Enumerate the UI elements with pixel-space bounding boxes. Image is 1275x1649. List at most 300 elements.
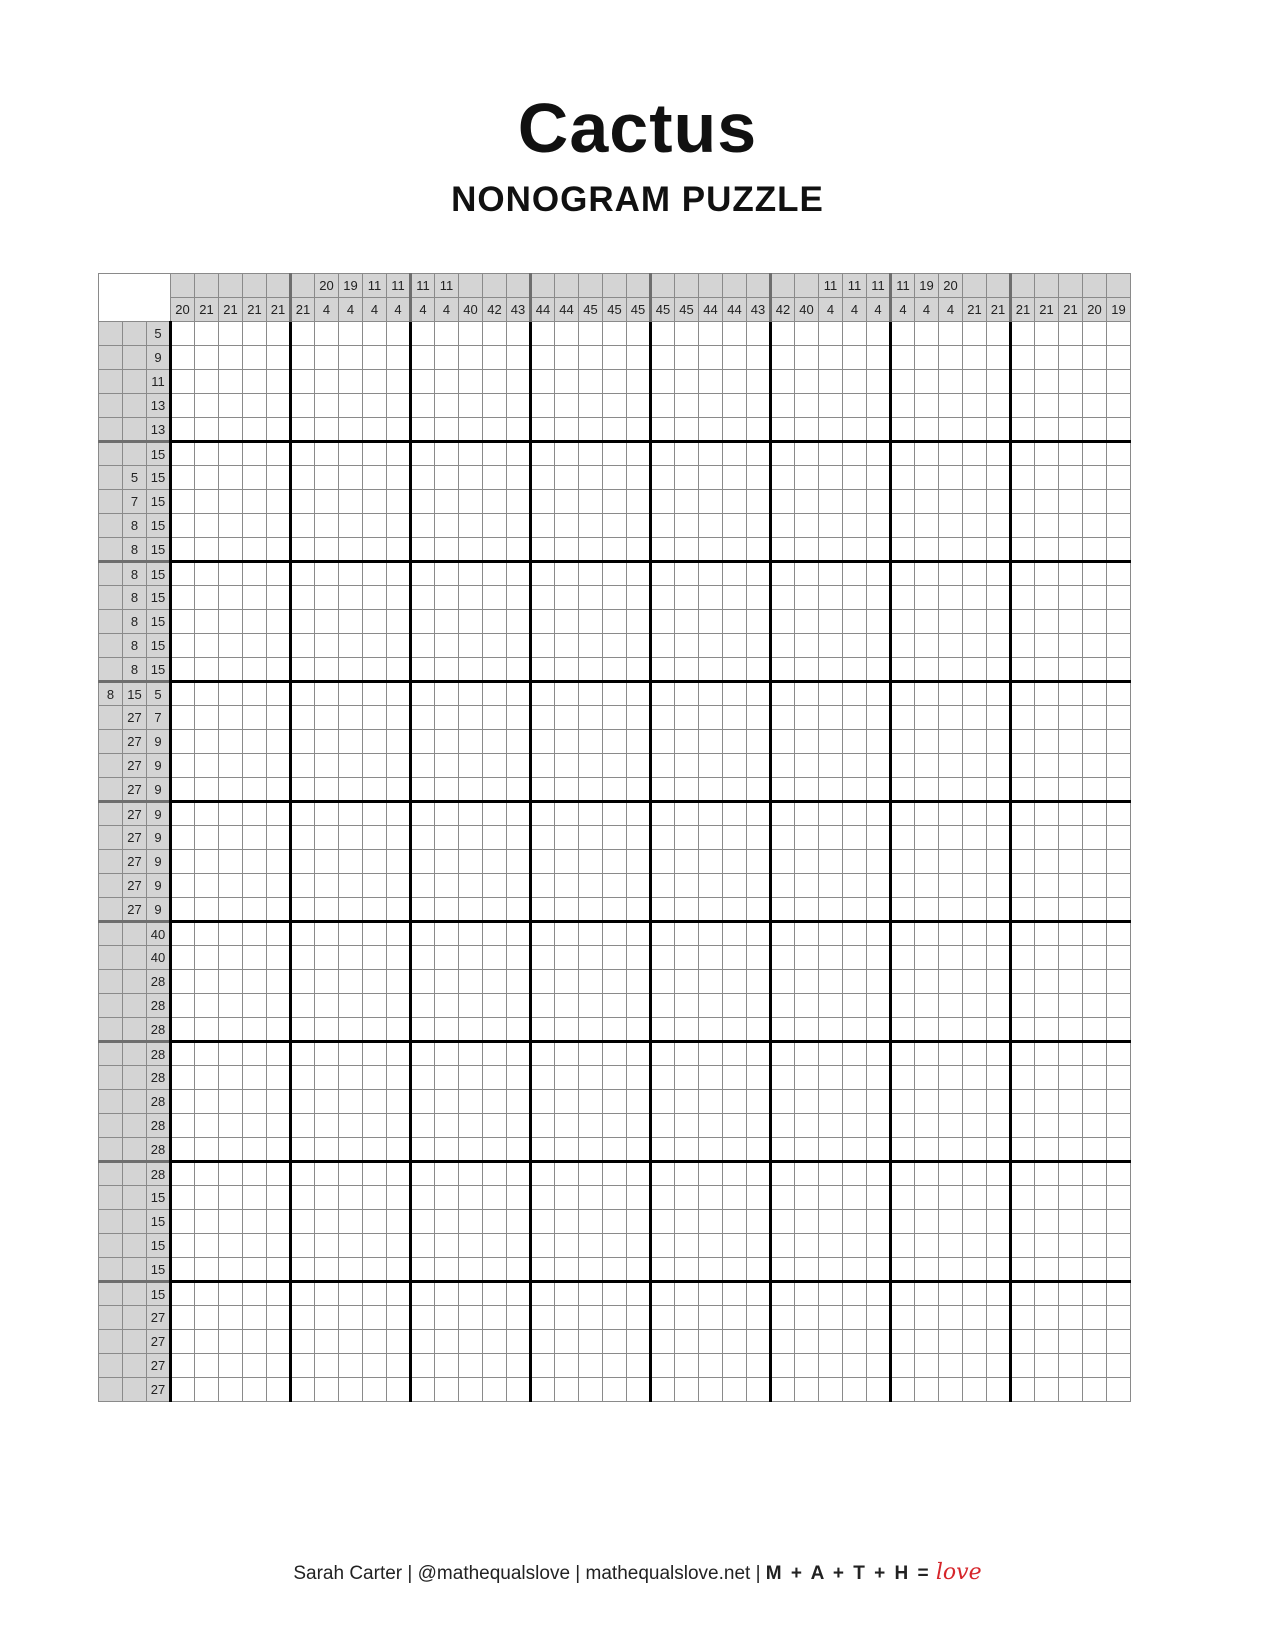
grid-cell[interactable] [387,538,411,562]
grid-cell[interactable] [675,442,699,466]
grid-cell[interactable] [267,850,291,874]
grid-cell[interactable] [435,1138,459,1162]
grid-cell[interactable] [195,802,219,826]
grid-cell[interactable] [363,1066,387,1090]
grid-cell[interactable] [387,754,411,778]
grid-cell[interactable] [339,1282,363,1306]
grid-cell[interactable] [651,1282,675,1306]
grid-cell[interactable] [459,370,483,394]
grid-cell[interactable] [963,634,987,658]
grid-cell[interactable] [243,922,267,946]
grid-cell[interactable] [651,1162,675,1186]
grid-cell[interactable] [579,1186,603,1210]
grid-cell[interactable] [675,802,699,826]
grid-cell[interactable] [747,1066,771,1090]
grid-cell[interactable] [891,874,915,898]
grid-cell[interactable] [1107,1330,1131,1354]
grid-cell[interactable] [819,514,843,538]
grid-cell[interactable] [459,826,483,850]
grid-cell[interactable] [771,850,795,874]
grid-cell[interactable] [843,1330,867,1354]
grid-cell[interactable] [339,1090,363,1114]
grid-cell[interactable] [363,1042,387,1066]
grid-cell[interactable] [915,370,939,394]
grid-cell[interactable] [219,442,243,466]
grid-cell[interactable] [699,1090,723,1114]
grid-cell[interactable] [171,538,195,562]
grid-cell[interactable] [435,1114,459,1138]
grid-cell[interactable] [387,1354,411,1378]
grid-cell[interactable] [915,658,939,682]
grid-cell[interactable] [243,1186,267,1210]
grid-cell[interactable] [195,1378,219,1402]
grid-cell[interactable] [915,730,939,754]
grid-cell[interactable] [387,802,411,826]
grid-cell[interactable] [1035,1258,1059,1282]
grid-cell[interactable] [795,1042,819,1066]
grid-cell[interactable] [867,1330,891,1354]
grid-cell[interactable] [339,898,363,922]
grid-cell[interactable] [243,898,267,922]
grid-cell[interactable] [1035,874,1059,898]
grid-cell[interactable] [315,1234,339,1258]
grid-cell[interactable] [1083,1354,1107,1378]
grid-cell[interactable] [963,970,987,994]
grid-cell[interactable] [627,610,651,634]
grid-cell[interactable] [555,1354,579,1378]
grid-cell[interactable] [267,394,291,418]
grid-cell[interactable] [891,922,915,946]
grid-cell[interactable] [243,1234,267,1258]
grid-cell[interactable] [315,1378,339,1402]
grid-cell[interactable] [291,562,315,586]
grid-cell[interactable] [747,490,771,514]
grid-cell[interactable] [219,922,243,946]
grid-cell[interactable] [291,706,315,730]
grid-cell[interactable] [243,778,267,802]
grid-cell[interactable] [867,1042,891,1066]
grid-cell[interactable] [459,1258,483,1282]
grid-cell[interactable] [987,586,1011,610]
grid-cell[interactable] [747,562,771,586]
grid-cell[interactable] [699,1138,723,1162]
grid-cell[interactable] [723,1210,747,1234]
grid-cell[interactable] [915,1258,939,1282]
grid-cell[interactable] [219,970,243,994]
grid-cell[interactable] [579,754,603,778]
grid-cell[interactable] [1107,1378,1131,1402]
grid-cell[interactable] [603,754,627,778]
grid-cell[interactable] [1035,970,1059,994]
grid-cell[interactable] [315,1354,339,1378]
grid-cell[interactable] [1083,1162,1107,1186]
grid-cell[interactable] [795,1330,819,1354]
grid-cell[interactable] [339,826,363,850]
grid-cell[interactable] [531,586,555,610]
grid-cell[interactable] [219,1306,243,1330]
grid-cell[interactable] [363,466,387,490]
grid-cell[interactable] [459,514,483,538]
grid-cell[interactable] [579,1210,603,1234]
grid-cell[interactable] [987,490,1011,514]
grid-cell[interactable] [819,1162,843,1186]
grid-cell[interactable] [315,970,339,994]
grid-cell[interactable] [1083,346,1107,370]
grid-cell[interactable] [267,370,291,394]
grid-cell[interactable] [315,394,339,418]
grid-cell[interactable] [771,394,795,418]
grid-cell[interactable] [867,1162,891,1186]
grid-cell[interactable] [339,1042,363,1066]
grid-cell[interactable] [219,1090,243,1114]
grid-cell[interactable] [219,1234,243,1258]
grid-cell[interactable] [171,826,195,850]
grid-cell[interactable] [243,442,267,466]
grid-cell[interactable] [1059,730,1083,754]
grid-cell[interactable] [699,418,723,442]
grid-cell[interactable] [651,1306,675,1330]
grid-cell[interactable] [579,826,603,850]
grid-cell[interactable] [435,1258,459,1282]
grid-cell[interactable] [483,514,507,538]
grid-cell[interactable] [171,1258,195,1282]
grid-cell[interactable] [1059,1018,1083,1042]
grid-cell[interactable] [723,754,747,778]
grid-cell[interactable] [1083,394,1107,418]
grid-cell[interactable] [603,586,627,610]
grid-cell[interactable] [771,1210,795,1234]
grid-cell[interactable] [363,1306,387,1330]
grid-cell[interactable] [579,442,603,466]
grid-cell[interactable] [867,730,891,754]
grid-cell[interactable] [771,322,795,346]
grid-cell[interactable] [699,346,723,370]
grid-cell[interactable] [171,802,195,826]
grid-cell[interactable] [987,1330,1011,1354]
grid-cell[interactable] [627,562,651,586]
grid-cell[interactable] [195,1258,219,1282]
grid-cell[interactable] [531,490,555,514]
grid-cell[interactable] [819,970,843,994]
grid-cell[interactable] [435,850,459,874]
grid-cell[interactable] [1107,706,1131,730]
grid-cell[interactable] [171,1090,195,1114]
grid-cell[interactable] [819,826,843,850]
grid-cell[interactable] [267,1066,291,1090]
grid-cell[interactable] [435,562,459,586]
grid-cell[interactable] [819,658,843,682]
grid-cell[interactable] [267,610,291,634]
grid-cell[interactable] [387,1234,411,1258]
grid-cell[interactable] [603,778,627,802]
grid-cell[interactable] [267,490,291,514]
grid-cell[interactable] [1059,682,1083,706]
grid-cell[interactable] [411,682,435,706]
grid-cell[interactable] [339,946,363,970]
grid-cell[interactable] [795,490,819,514]
grid-cell[interactable] [675,394,699,418]
grid-cell[interactable] [819,874,843,898]
grid-cell[interactable] [795,442,819,466]
grid-cell[interactable] [963,610,987,634]
grid-cell[interactable] [483,586,507,610]
grid-cell[interactable] [171,418,195,442]
grid-cell[interactable] [195,442,219,466]
grid-cell[interactable] [1107,1306,1131,1330]
grid-cell[interactable] [459,346,483,370]
grid-cell[interactable] [411,1162,435,1186]
grid-cell[interactable] [723,970,747,994]
grid-cell[interactable] [1107,466,1131,490]
grid-cell[interactable] [915,826,939,850]
grid-cell[interactable] [1035,1330,1059,1354]
grid-cell[interactable] [771,1162,795,1186]
grid-cell[interactable] [627,1138,651,1162]
grid-cell[interactable] [507,1114,531,1138]
grid-cell[interactable] [459,1162,483,1186]
grid-cell[interactable] [291,1186,315,1210]
grid-cell[interactable] [435,1066,459,1090]
grid-cell[interactable] [435,1330,459,1354]
grid-cell[interactable] [507,538,531,562]
grid-cell[interactable] [291,1258,315,1282]
grid-cell[interactable] [843,418,867,442]
grid-cell[interactable] [291,634,315,658]
grid-cell[interactable] [891,418,915,442]
grid-cell[interactable] [747,1090,771,1114]
grid-cell[interactable] [531,922,555,946]
grid-cell[interactable] [651,514,675,538]
grid-cell[interactable] [315,1210,339,1234]
grid-cell[interactable] [651,1042,675,1066]
grid-cell[interactable] [411,1066,435,1090]
grid-cell[interactable] [843,346,867,370]
grid-cell[interactable] [603,1210,627,1234]
grid-cell[interactable] [723,538,747,562]
grid-cell[interactable] [771,898,795,922]
grid-cell[interactable] [843,490,867,514]
grid-cell[interactable] [843,562,867,586]
grid-cell[interactable] [1011,658,1035,682]
grid-cell[interactable] [651,682,675,706]
grid-cell[interactable] [435,1306,459,1330]
grid-cell[interactable] [723,1042,747,1066]
grid-cell[interactable] [483,1066,507,1090]
grid-cell[interactable] [699,802,723,826]
grid-cell[interactable] [939,1306,963,1330]
grid-cell[interactable] [387,706,411,730]
grid-cell[interactable] [1035,634,1059,658]
grid-cell[interactable] [579,970,603,994]
grid-cell[interactable] [987,730,1011,754]
grid-cell[interactable] [1059,1234,1083,1258]
grid-cell[interactable] [195,1306,219,1330]
grid-cell[interactable] [531,658,555,682]
grid-cell[interactable] [675,1114,699,1138]
grid-cell[interactable] [171,1162,195,1186]
grid-cell[interactable] [315,586,339,610]
grid-cell[interactable] [675,1018,699,1042]
grid-cell[interactable] [939,634,963,658]
grid-cell[interactable] [459,802,483,826]
grid-cell[interactable] [387,1114,411,1138]
grid-cell[interactable] [891,778,915,802]
grid-cell[interactable] [1083,1282,1107,1306]
grid-cell[interactable] [291,682,315,706]
grid-cell[interactable] [675,730,699,754]
grid-cell[interactable] [579,1354,603,1378]
grid-cell[interactable] [795,1162,819,1186]
grid-cell[interactable] [435,778,459,802]
grid-cell[interactable] [483,442,507,466]
grid-cell[interactable] [819,1306,843,1330]
grid-cell[interactable] [435,466,459,490]
grid-cell[interactable] [195,562,219,586]
grid-cell[interactable] [507,1210,531,1234]
grid-cell[interactable] [603,658,627,682]
grid-cell[interactable] [627,346,651,370]
grid-cell[interactable] [171,754,195,778]
grid-cell[interactable] [483,730,507,754]
grid-cell[interactable] [939,826,963,850]
grid-cell[interactable] [411,514,435,538]
grid-cell[interactable] [1059,850,1083,874]
grid-cell[interactable] [843,1114,867,1138]
grid-cell[interactable] [603,1282,627,1306]
grid-cell[interactable] [1107,562,1131,586]
grid-cell[interactable] [1059,346,1083,370]
grid-cell[interactable] [891,730,915,754]
grid-cell[interactable] [459,538,483,562]
grid-cell[interactable] [579,850,603,874]
grid-cell[interactable] [1083,706,1107,730]
grid-cell[interactable] [171,658,195,682]
grid-cell[interactable] [987,658,1011,682]
grid-cell[interactable] [843,922,867,946]
grid-cell[interactable] [339,322,363,346]
grid-cell[interactable] [243,994,267,1018]
grid-cell[interactable] [747,778,771,802]
grid-cell[interactable] [411,610,435,634]
grid-cell[interactable] [987,1042,1011,1066]
grid-cell[interactable] [171,1282,195,1306]
grid-cell[interactable] [363,1258,387,1282]
grid-cell[interactable] [579,586,603,610]
grid-cell[interactable] [315,538,339,562]
grid-cell[interactable] [579,1138,603,1162]
grid-cell[interactable] [651,1018,675,1042]
grid-cell[interactable] [747,994,771,1018]
grid-cell[interactable] [315,610,339,634]
grid-cell[interactable] [459,442,483,466]
grid-cell[interactable] [435,658,459,682]
grid-cell[interactable] [939,1042,963,1066]
grid-cell[interactable] [387,418,411,442]
grid-cell[interactable] [867,922,891,946]
grid-cell[interactable] [267,538,291,562]
grid-cell[interactable] [675,418,699,442]
grid-cell[interactable] [195,682,219,706]
grid-cell[interactable] [387,562,411,586]
grid-cell[interactable] [339,970,363,994]
grid-cell[interactable] [1035,562,1059,586]
grid-cell[interactable] [531,1066,555,1090]
grid-cell[interactable] [795,946,819,970]
grid-cell[interactable] [939,418,963,442]
grid-cell[interactable] [387,634,411,658]
grid-cell[interactable] [987,1162,1011,1186]
grid-cell[interactable] [867,394,891,418]
grid-cell[interactable] [987,874,1011,898]
grid-cell[interactable] [1035,514,1059,538]
grid-cell[interactable] [963,850,987,874]
grid-cell[interactable] [291,730,315,754]
grid-cell[interactable] [1083,1018,1107,1042]
grid-cell[interactable] [987,562,1011,586]
grid-cell[interactable] [651,874,675,898]
grid-cell[interactable] [843,850,867,874]
grid-cell[interactable] [627,1282,651,1306]
grid-cell[interactable] [1035,1354,1059,1378]
grid-cell[interactable] [795,1258,819,1282]
grid-cell[interactable] [531,442,555,466]
grid-cell[interactable] [435,802,459,826]
grid-cell[interactable] [675,1258,699,1282]
grid-cell[interactable] [555,754,579,778]
grid-cell[interactable] [339,1186,363,1210]
grid-cell[interactable] [627,1090,651,1114]
grid-cell[interactable] [891,970,915,994]
grid-cell[interactable] [1035,466,1059,490]
grid-cell[interactable] [1011,754,1035,778]
grid-cell[interactable] [1083,874,1107,898]
grid-cell[interactable] [867,970,891,994]
grid-cell[interactable] [435,370,459,394]
grid-cell[interactable] [1083,1330,1107,1354]
grid-cell[interactable] [1011,874,1035,898]
grid-cell[interactable] [339,802,363,826]
grid-cell[interactable] [339,418,363,442]
grid-cell[interactable] [435,1210,459,1234]
grid-cell[interactable] [627,1162,651,1186]
grid-cell[interactable] [651,802,675,826]
grid-cell[interactable] [291,394,315,418]
grid-cell[interactable] [747,1234,771,1258]
grid-cell[interactable] [771,1186,795,1210]
grid-cell[interactable] [435,1018,459,1042]
grid-cell[interactable] [363,1018,387,1042]
grid-cell[interactable] [339,994,363,1018]
grid-cell[interactable] [219,1378,243,1402]
grid-cell[interactable] [915,1378,939,1402]
grid-cell[interactable] [579,634,603,658]
grid-cell[interactable] [627,658,651,682]
grid-cell[interactable] [699,442,723,466]
grid-cell[interactable] [963,1306,987,1330]
grid-cell[interactable] [579,1114,603,1138]
grid-cell[interactable] [435,538,459,562]
grid-cell[interactable] [771,1306,795,1330]
grid-cell[interactable] [291,922,315,946]
grid-cell[interactable] [411,1306,435,1330]
grid-cell[interactable] [675,1042,699,1066]
grid-cell[interactable] [243,322,267,346]
grid-cell[interactable] [579,1330,603,1354]
grid-cell[interactable] [219,1114,243,1138]
grid-cell[interactable] [1059,1306,1083,1330]
grid-cell[interactable] [867,1114,891,1138]
grid-cell[interactable] [627,466,651,490]
